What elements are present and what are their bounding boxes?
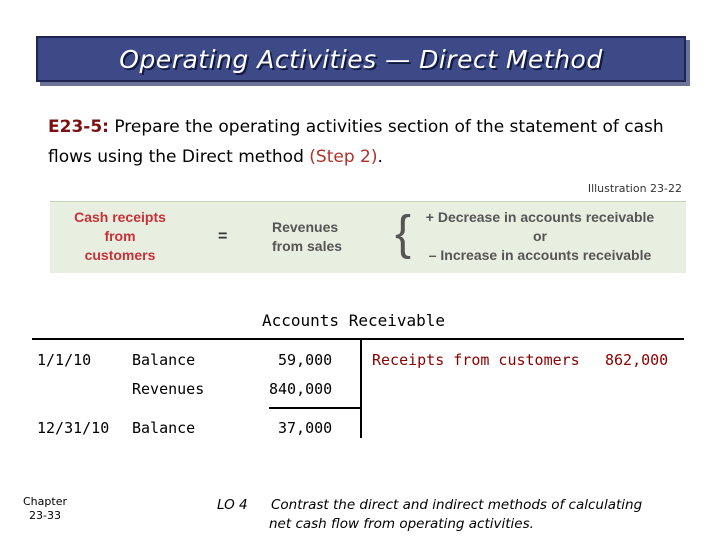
illustration-label: Illustration 23-22 [587,182,682,195]
t-account-vertical-line [360,338,362,438]
t-account-horizontal-line [32,338,684,340]
exercise-text-end: . [377,147,383,167]
formula-brace: { [395,207,412,260]
lo-label: LO 4 [217,497,248,513]
debit-date: 12/31/10 [37,419,110,437]
formula-lhs-line: customers [84,247,156,263]
formula-rhs-line: + Decrease in accounts receivable [425,209,655,225]
exercise-text: Prepare the operating activities section of the statement of cash flows using the Direct method [48,117,664,167]
slide-title-bar [36,36,686,82]
exercise-number: E23-5: [48,117,109,137]
debit-amount: 59,000 [278,351,333,369]
debit-date: 1/1/10 [37,351,92,369]
formula-rhs-line: – Increase in accounts receivable [428,247,652,263]
formula-mid-line: from sales [272,238,343,254]
t-account-subtotal-line [269,407,361,409]
debit-amount: 37,000 [278,419,333,437]
chapter-number: 23-33 [29,509,61,522]
formula-revenues [272,218,342,256]
debit-label: Balance [132,419,196,437]
debit-label: Revenues [132,380,205,398]
formula-rhs-line: or [533,228,547,244]
slide-title: Operating Activities — Direct Method [119,44,603,74]
illustration-formula-box [50,201,686,273]
chapter-label: Chapter [23,495,67,508]
formula-mid-line: Revenues [272,219,339,235]
exercise-step: (Step 2) [309,147,378,167]
t-account-title: Accounts Receivable [262,311,446,330]
formula-lhs-line: from [104,228,136,244]
formula-adjustments [408,208,672,265]
exercise-instructions [48,112,698,172]
formula-lhs-line: Cash receipts [74,209,166,225]
lo-text-line2: net cash flow from operating activities. [269,516,534,532]
credit-amount: 862,000 [605,351,669,369]
formula-cash-receipts [50,208,190,265]
debit-amount: 840,000 [269,380,333,398]
formula-equals: = [218,228,228,245]
credit-label: Receipts from customers [372,351,580,369]
lo-text-line1: Contrast the direct and indirect methods of calculating [271,497,643,513]
debit-label: Balance [132,351,196,369]
learning-objective [217,496,642,534]
chapter-reference [18,495,72,523]
